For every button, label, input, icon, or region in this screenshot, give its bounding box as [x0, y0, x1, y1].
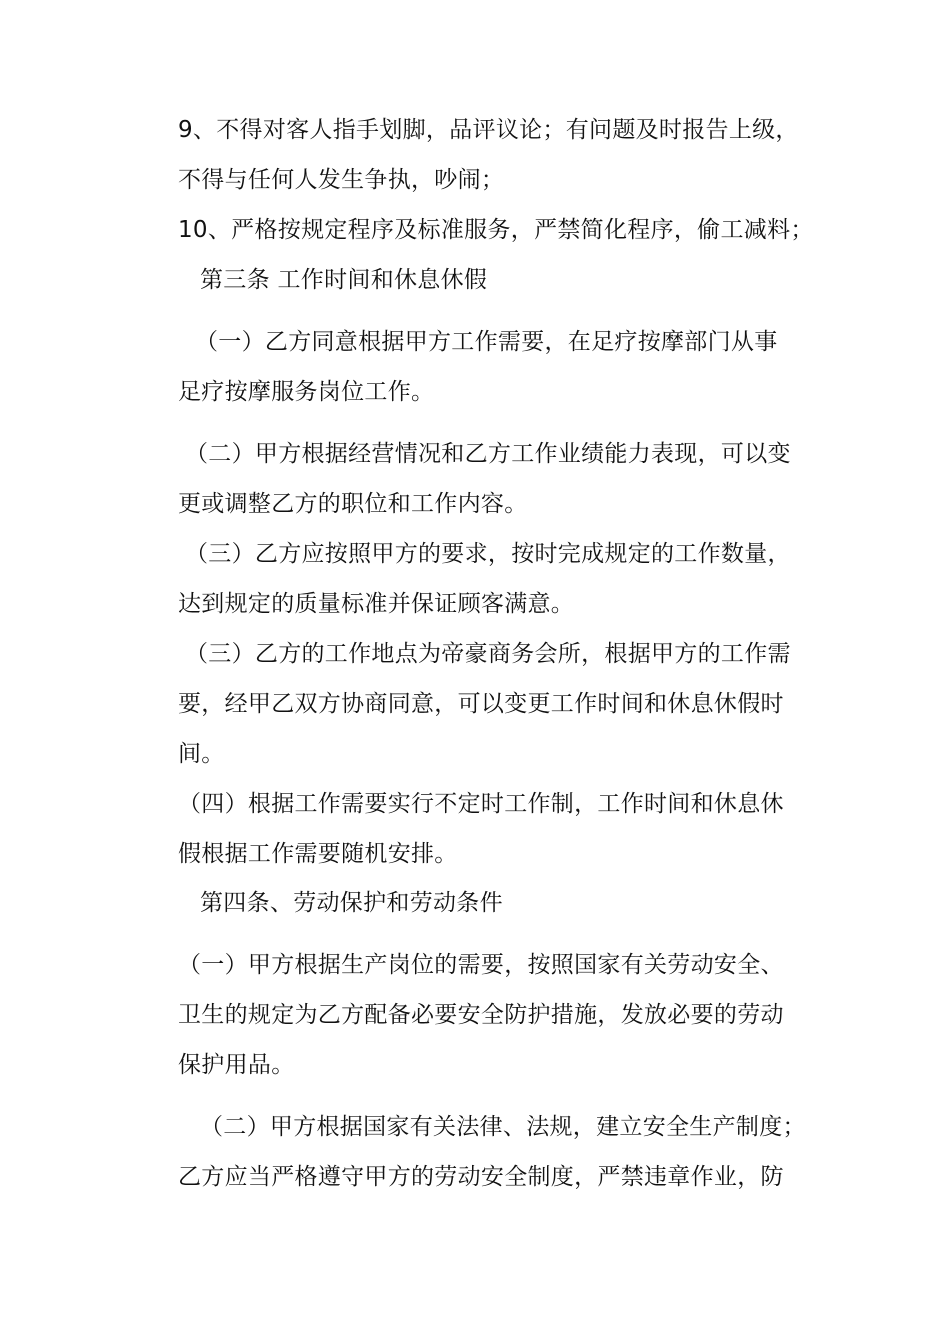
- text-line: 乙方应当严格遵守甲方的劳动安全制度，严禁违章作业，防: [178, 1164, 784, 1190]
- text-line: （二）甲方根据经营情况和乙方工作业绩能力表现，可以变: [185, 441, 791, 467]
- section-heading: 第四条、劳动保护和劳动条件: [200, 890, 503, 916]
- text-line: 达到规定的质量标准并保证顾客满意。: [178, 591, 575, 617]
- text-line: 假根据工作需要随机安排。: [178, 841, 458, 867]
- text-line: 更或调整乙方的职位和工作内容。: [178, 491, 528, 517]
- text-line: 要，经甲乙双方协商同意，可以变更工作时间和休息休假时: [178, 691, 784, 717]
- text-line: 9、不得对客人指手划脚，品评议论；有问题及时报告上级，: [178, 117, 799, 143]
- text-line: （二）甲方根据国家有关法律、法规，建立安全生产制度；: [200, 1114, 806, 1140]
- text-line: （一）甲方根据生产岗位的需要，按照国家有关劳动安全、: [178, 952, 784, 978]
- text-line: 不得与任何人发生争执，吵闹；: [178, 167, 505, 193]
- text-line: （四）根据工作需要实行不定时工作制，工作时间和休息休: [178, 791, 784, 817]
- text-line: 卫生的规定为乙方配备必要安全防护措施，发放必要的劳动: [178, 1002, 784, 1028]
- text-line: 保护用品。: [178, 1052, 295, 1078]
- text-line: （三）乙方应按照甲方的要求，按时完成规定的工作数量，: [185, 541, 791, 567]
- text-line: （三）乙方的工作地点为帝豪商务会所，根据甲方的工作需: [185, 641, 791, 667]
- section-heading: 第三条 工作时间和休息休假: [200, 267, 488, 293]
- text-line: 10、严格按规定程序及标准服务，严禁简化程序，偷工减料；: [178, 217, 814, 243]
- text-line: 足疗按摩服务岗位工作。: [178, 379, 435, 405]
- text-line: 间。: [178, 741, 225, 767]
- text-line: （一）乙方同意根据甲方工作需要，在足疗按摩部门从事: [195, 329, 778, 355]
